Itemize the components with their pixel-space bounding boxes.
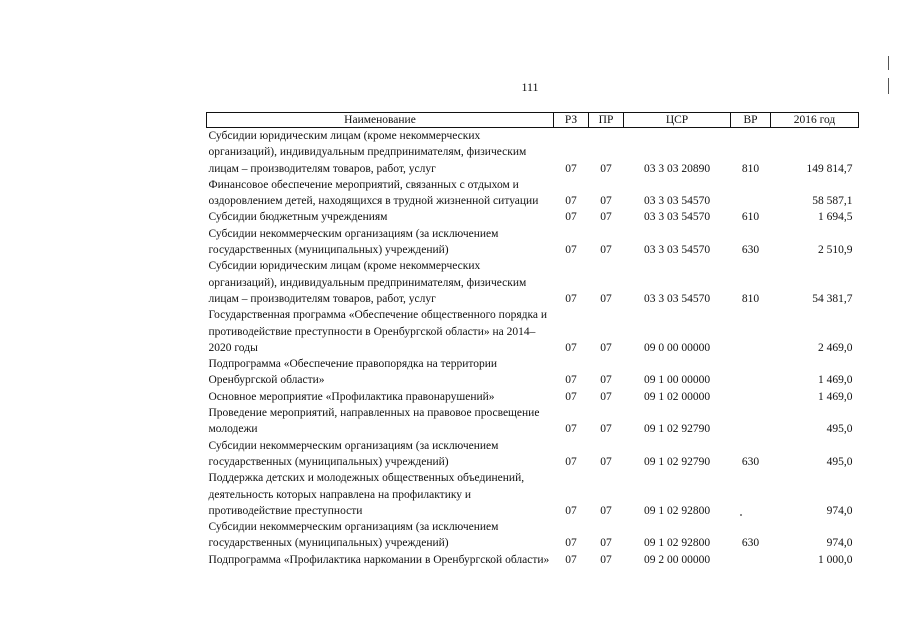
row-csr: 09 1 00 00000 — [643, 374, 711, 387]
row-vr: 810 — [741, 292, 760, 305]
row-name: Государственная программа «Обеспечение общественного порядка и противодействие преступности в Оренбургской области» на 2014–2020 годы — [208, 309, 548, 354]
row-vr: 630 — [741, 455, 760, 468]
row-vr — [731, 389, 771, 405]
row-name: Подпрограмма «Профилактика наркомании в Оренбургской области» — [208, 553, 550, 566]
row-name: Субсидии юридическим лицам (кроме некоммерческих организаций), индивидуальным предпринимателям, физическим лицам – производителям товаров, работ, услуг — [208, 260, 527, 305]
row-vr — [731, 356, 771, 389]
row-rz: 07 — [565, 195, 577, 208]
row-rz: 07 — [565, 211, 577, 224]
row-csr: 03 3 03 54570 — [643, 195, 711, 208]
table-row — [207, 405, 859, 438]
table-row — [207, 209, 859, 225]
table-row — [207, 389, 859, 405]
row-rz: 07 — [565, 537, 577, 550]
table-row — [207, 258, 859, 307]
header-rz: РЗ — [554, 113, 589, 128]
row-rz: 07 — [565, 162, 577, 175]
margin-mark — [888, 56, 889, 70]
row-amount: 1 694,5 — [818, 211, 853, 224]
table-row — [207, 470, 859, 519]
row-pr: 07 — [600, 504, 612, 517]
row-pr: 07 — [600, 423, 612, 436]
table-body — [207, 128, 859, 569]
row-name: Субсидии некоммерческим организациям (за исключением государственных (муниципальных) учреждений) — [208, 521, 499, 550]
row-amount: 495,0 — [826, 455, 853, 468]
row-pr: 07 — [600, 390, 612, 403]
header-csr: ЦСР — [624, 113, 731, 128]
row-amount: 1 469,0 — [818, 390, 853, 403]
budget-table — [206, 112, 859, 568]
row-pr: 07 — [600, 374, 612, 387]
header-vr: ВР — [731, 113, 771, 128]
row-amount: 974,0 — [826, 537, 853, 550]
row-vr: 810 — [741, 162, 760, 175]
row-amount: 974,0 — [826, 504, 853, 517]
row-amount: 1 469,0 — [818, 374, 853, 387]
row-vr: 630 — [741, 244, 760, 257]
margin-mark — [888, 78, 889, 94]
row-name: Основное мероприятие «Профилактика правонарушений» — [208, 390, 495, 403]
row-name: Субсидии некоммерческим организациям (за исключением государственных (муниципальных) учреждений) — [208, 439, 499, 468]
scan-speck — [740, 514, 742, 516]
row-csr: 03 3 03 54570 — [643, 292, 711, 305]
row-csr: 09 1 02 00000 — [643, 390, 711, 403]
row-rz: 07 — [565, 455, 577, 468]
table-row — [207, 226, 859, 259]
row-pr: 07 — [600, 537, 612, 550]
row-vr: 630 — [741, 537, 760, 550]
row-amount: 495,0 — [826, 423, 853, 436]
row-pr: 07 — [600, 195, 612, 208]
row-csr: 09 0 00 00000 — [643, 341, 711, 354]
table-row — [207, 552, 859, 568]
row-rz: 07 — [565, 553, 577, 566]
row-csr: 09 1 02 92790 — [643, 455, 711, 468]
table-row — [207, 177, 859, 210]
row-amount: 1 000,0 — [818, 553, 853, 566]
table-row — [207, 307, 859, 356]
row-csr: 09 1 02 92790 — [643, 423, 711, 436]
row-vr — [731, 405, 771, 438]
row-rz: 07 — [565, 390, 577, 403]
header-pr: ПР — [589, 113, 624, 128]
row-amount: 149 814,7 — [806, 162, 853, 175]
row-pr: 07 — [600, 162, 612, 175]
row-rz: 07 — [565, 341, 577, 354]
row-rz: 07 — [565, 504, 577, 517]
row-name: Подпрограмма «Обеспечение правопорядка на территории Оренбургской области» — [208, 358, 498, 387]
table-row — [207, 128, 859, 177]
row-rz: 07 — [565, 292, 577, 305]
row-amount: 2 510,9 — [818, 244, 853, 257]
row-csr: 03 3 03 54570 — [643, 211, 711, 224]
row-rz: 07 — [565, 423, 577, 436]
row-name: Субсидии юридическим лицам (кроме некоммерческих организаций), индивидуальным предпринимателям, физическим лицам – производителям товаров, работ, услуг — [208, 130, 527, 175]
row-rz: 07 — [565, 244, 577, 257]
row-pr: 07 — [600, 211, 612, 224]
row-csr: 09 1 02 92800 — [643, 504, 711, 517]
row-name: Субсидии бюджетным учреждениям — [208, 211, 388, 224]
row-name: Проведение мероприятий, направленных на правовое просвещение молодежи — [208, 407, 540, 436]
row-pr: 07 — [600, 553, 612, 566]
table-row — [207, 356, 859, 389]
row-rz: 07 — [565, 374, 577, 387]
page-number: 111 — [521, 80, 539, 94]
header-name: Наименование — [207, 113, 554, 128]
row-vr — [731, 177, 771, 210]
row-csr: 09 1 02 92800 — [643, 537, 711, 550]
table-row — [207, 519, 859, 552]
row-pr: 07 — [600, 341, 612, 354]
header-row — [207, 113, 859, 128]
table-row — [207, 438, 859, 471]
row-name: Финансовое обеспечение мероприятий, связанных с отдыхом и оздоровлением детей, находящихся в трудной жизненной ситуации — [208, 178, 539, 208]
row-csr: 03 3 03 54570 — [643, 244, 711, 257]
table-header — [207, 113, 859, 128]
row-vr: 610 — [741, 211, 760, 224]
row-name: Субсидии некоммерческим организациям (за исключением государственных (муниципальных) учреждений) — [208, 227, 499, 257]
row-pr: 07 — [600, 455, 612, 468]
row-csr: 09 2 00 00000 — [643, 553, 711, 566]
header-amount: 2016 год — [771, 113, 859, 128]
row-amount: 58 587,1 — [812, 195, 853, 208]
row-vr — [731, 470, 771, 519]
row-pr: 07 — [600, 244, 612, 257]
row-vr — [731, 552, 771, 568]
row-pr: 07 — [600, 292, 612, 305]
row-csr: 03 3 03 20890 — [643, 162, 711, 175]
row-amount: 2 469,0 — [818, 341, 853, 354]
row-amount: 54 381,7 — [812, 292, 853, 305]
row-name: Поддержка детских и молодежных общественных объединений, деятельность которых направлена на профилактику и противодействие преступности — [208, 472, 525, 517]
row-vr — [731, 307, 771, 356]
